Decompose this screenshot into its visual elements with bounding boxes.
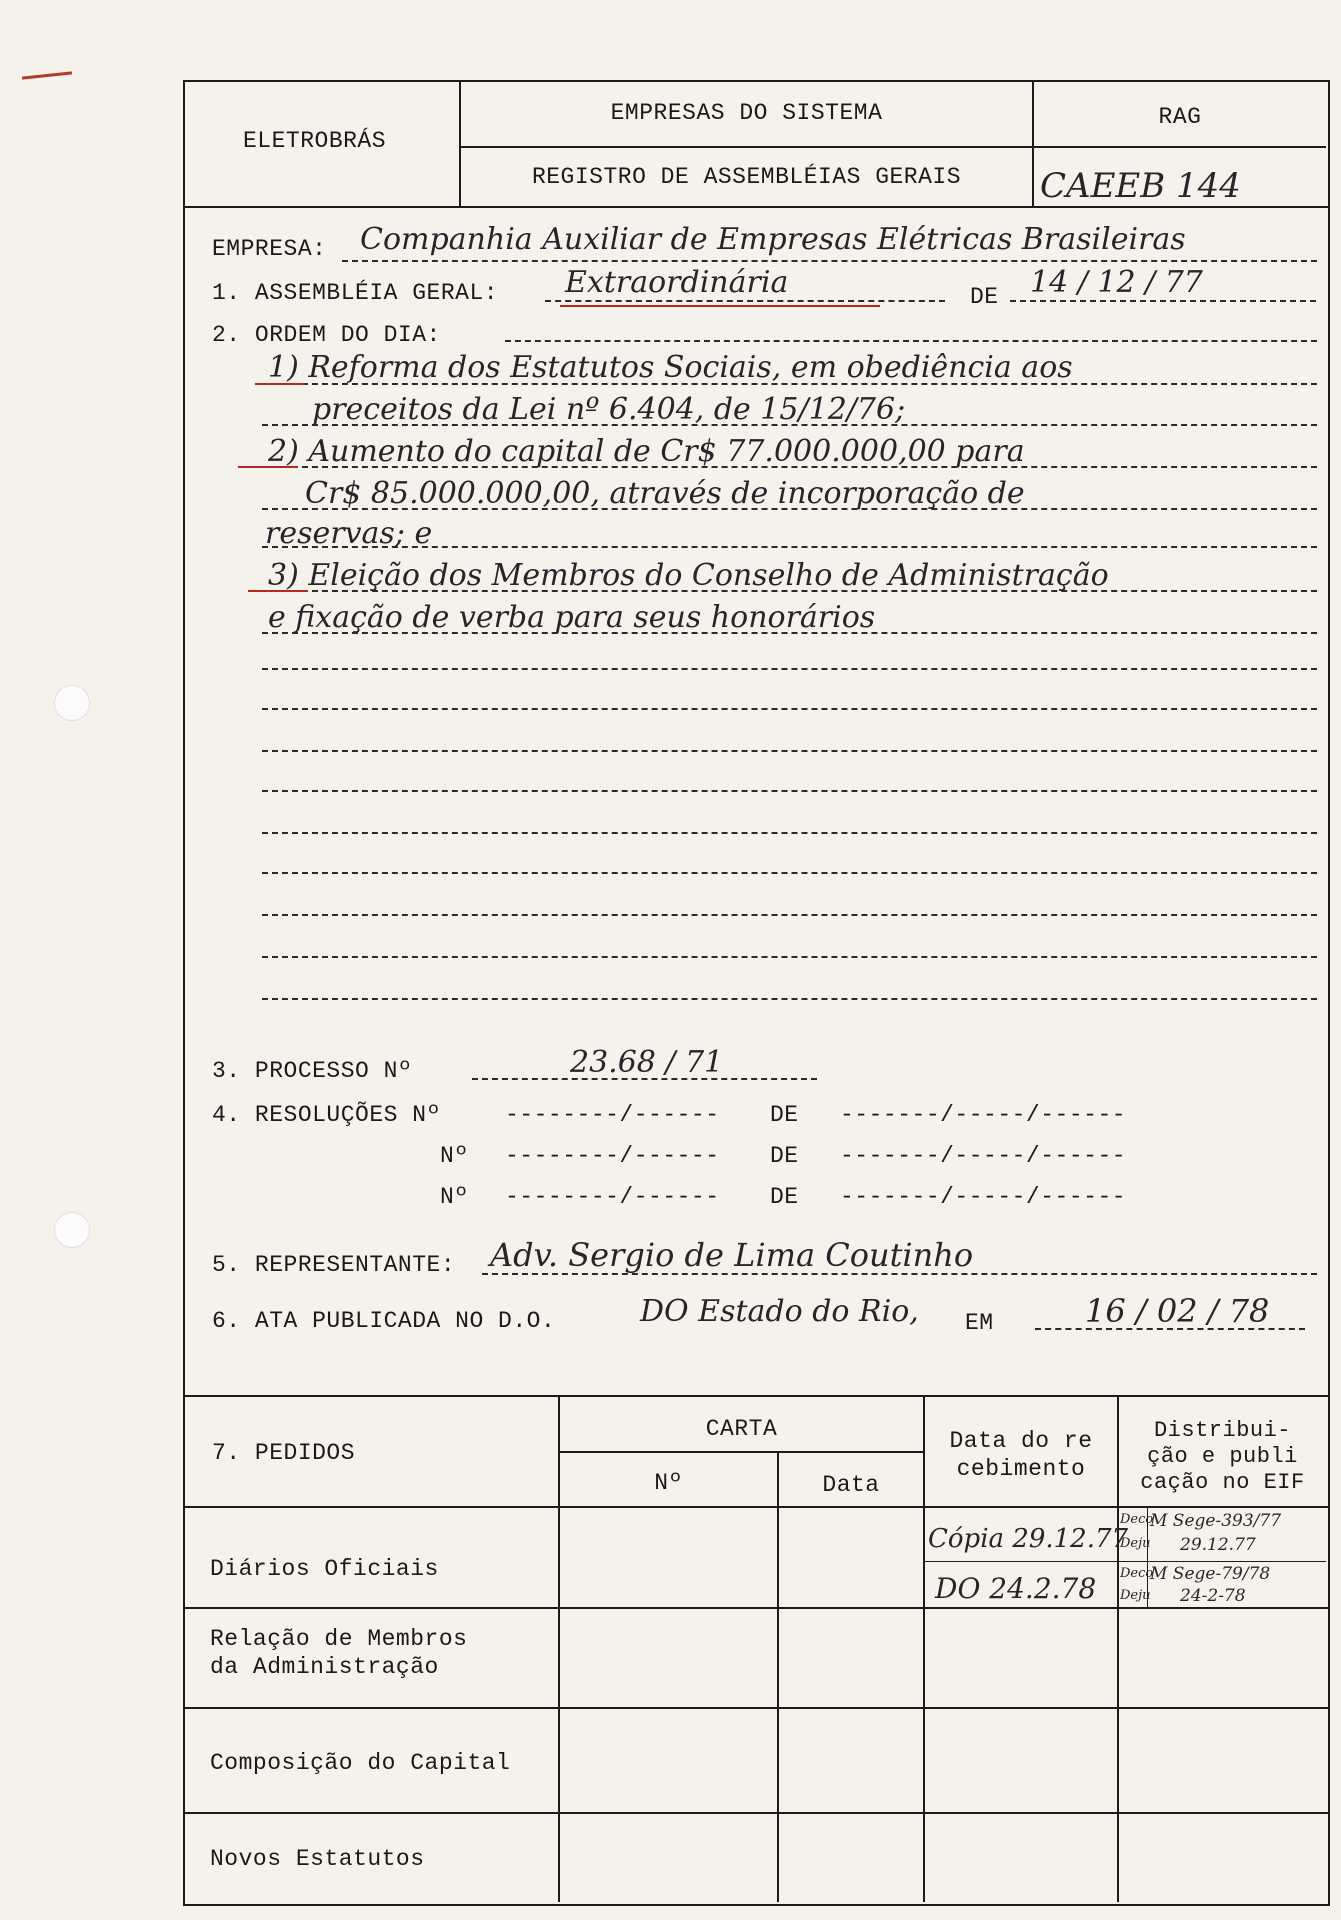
do-cell-mid <box>925 1561 1326 1562</box>
processo-value: 23.68 / 71 <box>570 1045 724 1080</box>
res-num-3: --------/------ <box>505 1184 720 1210</box>
empresa-line <box>342 260 1317 262</box>
ordem-line-0 <box>505 340 1317 342</box>
empresa-value: Companhia Auxiliar de Empresas Elétricas Brasileiras <box>360 222 1186 257</box>
do-rec-1: Cópia 29.12.77 <box>928 1524 1129 1554</box>
col-recebimento-2: cebimento <box>956 1456 1086 1482</box>
header-bottom-line <box>183 206 1328 208</box>
ordem-text-6: 3) Eleição dos Membros do Conselho de Administração <box>268 558 1109 593</box>
ata-value: DO Estado do Rio, <box>640 1294 919 1329</box>
ordem-line-11 <box>262 790 1317 792</box>
res-num-1: --------/------ <box>505 1102 720 1128</box>
col-distrib-1: Distribui- <box>1153 1418 1292 1443</box>
table-row-line-3 <box>183 1707 1328 1709</box>
ordem-text-2: preceitos da Lei nº 6.404, de 15/12/76; <box>312 392 906 427</box>
red-mark-1 <box>255 383 305 385</box>
red-mark-3 <box>248 590 308 592</box>
do-dist-1b: Deju <box>1120 1536 1151 1551</box>
res-date-2: -------/-----/------ <box>840 1143 1127 1169</box>
assembleia-line <box>545 300 945 302</box>
header-divider-2 <box>1032 80 1034 208</box>
col-distrib-3: cação no EIF <box>1140 1470 1305 1495</box>
table-col-2 <box>777 1451 779 1902</box>
res-num-2: --------/------ <box>505 1143 720 1169</box>
ordem-text-3: 2) Aumento do capital de Cr$ 77.000.000,00 para <box>268 434 1025 469</box>
res-de-1: DE <box>770 1102 799 1128</box>
ata-em-label: EM <box>965 1310 994 1336</box>
res-date-1: -------/-----/------ <box>840 1102 1127 1128</box>
assembleia-date-line <box>1010 300 1316 302</box>
header-title-2: REGISTRO DE ASSEMBLÉIAS GERAIS <box>531 164 962 190</box>
company-name: ELETROBRÁS <box>243 128 387 154</box>
ordem-text-1: 1) Reforma dos Estatutos Sociais, em obediência aos <box>268 350 1073 385</box>
ordem-text-7: e fixação de verba para seus honorários <box>268 600 876 635</box>
do-dist-2d: 24-2-78 <box>1180 1586 1246 1606</box>
ordem-line-9 <box>262 708 1317 710</box>
col-distrib-2: ção e publi <box>1147 1444 1298 1469</box>
carta-subline <box>560 1451 923 1453</box>
ordem-line-15 <box>262 956 1317 958</box>
assembleia-date: 14 / 12 / 77 <box>1030 265 1203 300</box>
row-diarios: Diários Oficiais <box>210 1556 439 1582</box>
punch-hole-bottom <box>54 1212 90 1248</box>
red-mark-2 <box>238 466 298 468</box>
res-de-3: DE <box>770 1184 799 1210</box>
empresa-label: EMPRESA: <box>212 236 327 262</box>
ata-label: 6. ATA PUBLICADA NO D.O. <box>212 1308 556 1334</box>
ordem-label: 2. ORDEM DO DIA: <box>212 322 441 348</box>
ordem-line-13 <box>262 872 1317 874</box>
do-dist-1d: 29.12.77 <box>1180 1535 1256 1555</box>
do-dist-1c: M Sege-393/77 <box>1150 1511 1282 1531</box>
ata-date: 16 / 02 / 78 <box>1085 1292 1270 1330</box>
assembleia-de-label: DE <box>970 284 999 310</box>
do-dist-1a: Deco <box>1120 1512 1154 1527</box>
assembleia-red-underline <box>560 305 880 307</box>
ordem-line-8 <box>262 668 1317 670</box>
row-relacao-1: Relação de Membros <box>210 1626 468 1652</box>
resolucoes-label: 4. RESOLUÇÕES Nº <box>212 1102 441 1128</box>
do-dist-2b: Deju <box>1120 1588 1151 1603</box>
ordem-line-14 <box>262 914 1317 916</box>
table-top-line <box>183 1395 1328 1397</box>
res-no-2: Nº <box>440 1143 469 1169</box>
ordem-line-12 <box>262 832 1317 834</box>
representante-value: Adv. Sergio de Lima Coutinho <box>490 1236 974 1274</box>
res-date-3: -------/-----/------ <box>840 1184 1127 1210</box>
col-recebimento-1: Data do re <box>949 1428 1093 1454</box>
pedidos-label: 7. PEDIDOS <box>212 1440 356 1466</box>
row-relacao-2: da Administração <box>210 1654 439 1680</box>
res-no-3: Nº <box>440 1184 469 1210</box>
do-dist-2c: M Sege-79/78 <box>1150 1564 1271 1584</box>
ordem-line-10 <box>262 750 1317 752</box>
assembleia-value: Extraordinária <box>565 265 789 300</box>
ordem-text-5: reservas; e <box>265 516 433 551</box>
do-rec-2: DO 24.2.78 <box>935 1572 1097 1605</box>
ordem-line-16 <box>262 998 1317 1000</box>
table-row-line-2 <box>183 1607 1328 1609</box>
table-row-line-4 <box>183 1812 1328 1814</box>
representante-label: 5. REPRESENTANTE: <box>212 1252 456 1278</box>
table-row-line-1 <box>183 1506 1328 1508</box>
col-no: Nº <box>654 1470 683 1496</box>
header-mid-line <box>461 146 1326 148</box>
do-dist-2a: Deco <box>1120 1566 1154 1581</box>
header-title-1: EMPRESAS DO SISTEMA <box>610 100 883 126</box>
rag-label: RAG <box>1158 104 1202 130</box>
carta-label: CARTA <box>705 1416 778 1442</box>
assembleia-label: 1. ASSEMBLÉIA GERAL: <box>212 280 499 306</box>
row-composicao: Composição do Capital <box>210 1750 511 1776</box>
processo-label: 3. PROCESSO Nº <box>212 1058 413 1084</box>
res-de-2: DE <box>770 1143 799 1169</box>
col-data: Data <box>822 1472 880 1498</box>
ordem-text-4: Cr$ 85.000.000,00, através de incorporação de <box>305 476 1025 511</box>
rag-value: CAEEB 144 <box>1040 166 1241 206</box>
margin-mark <box>22 71 72 79</box>
row-novos: Novos Estatutos <box>210 1846 425 1872</box>
punch-hole-top <box>54 685 90 721</box>
